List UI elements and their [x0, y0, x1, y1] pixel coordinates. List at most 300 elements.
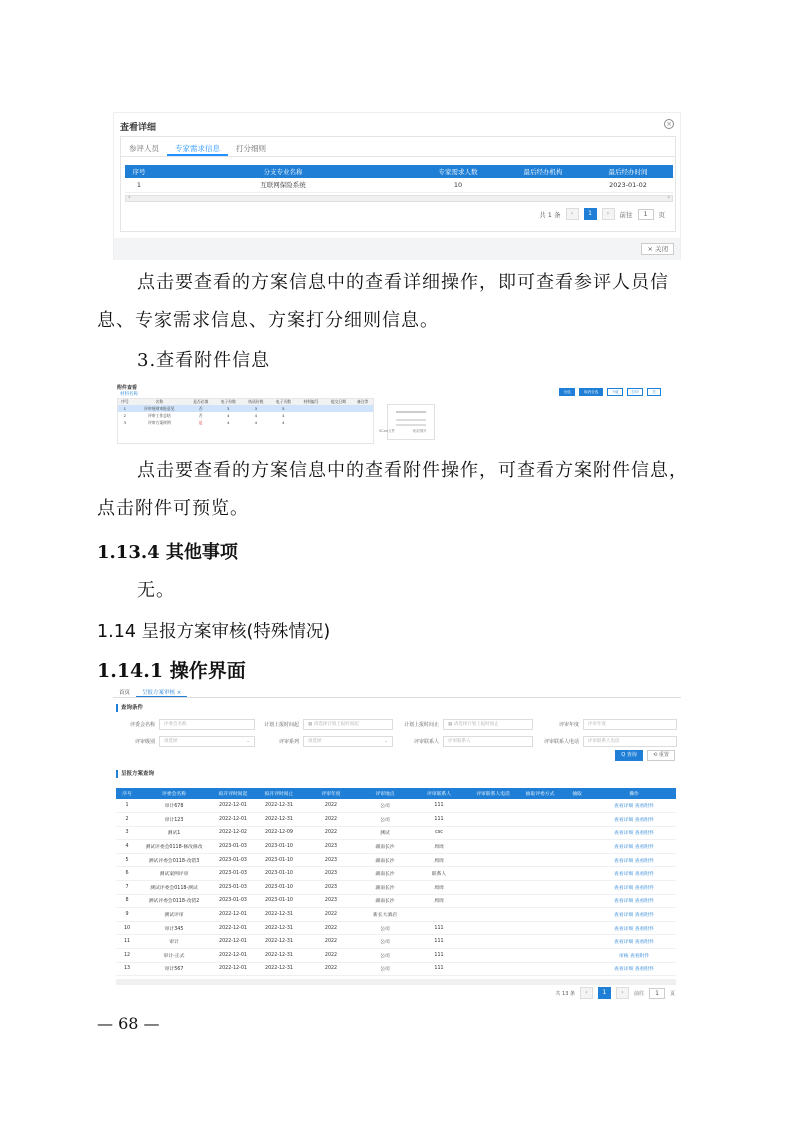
row-actions[interactable]: 查看详细 查看附件 [592, 908, 676, 922]
cell: 6 [116, 867, 138, 881]
cell: 互联网保险系统 [153, 178, 413, 192]
cell: 审计123 [138, 813, 210, 827]
cell [518, 853, 562, 867]
tab-expert-demand[interactable]: 专家需求信息 [167, 137, 228, 156]
cell: 1 [118, 405, 132, 412]
cell: 周周 [410, 853, 468, 867]
pagination [539, 208, 665, 220]
dialog-body [120, 136, 676, 232]
cell [518, 921, 562, 935]
cell [468, 908, 518, 922]
goto-label: 前往 [633, 990, 644, 997]
cell [352, 419, 373, 426]
table-row [116, 921, 676, 935]
cell: 公司 [360, 799, 410, 813]
cell [562, 921, 592, 935]
cell: 周周 [410, 881, 468, 895]
cell: 2 [116, 813, 138, 827]
cell: 1 [125, 178, 153, 192]
cell: 2022 [302, 935, 360, 949]
cell [518, 799, 562, 813]
scroll-right-icon[interactable]: › [667, 194, 670, 201]
table-row [125, 178, 673, 192]
table-row [116, 908, 676, 922]
report-time-end-input[interactable] [443, 719, 533, 730]
cell [518, 935, 562, 949]
table-row [116, 894, 676, 908]
cell: 审计345 [138, 921, 210, 935]
reset-button[interactable]: ⟲ 重置 [647, 750, 675, 761]
cell [468, 867, 518, 881]
cell: 111 [410, 962, 468, 976]
select-all-button[interactable]: 全选 [559, 388, 575, 396]
table-row[interactable] [118, 405, 373, 412]
cell: 新长大酒店 [360, 908, 410, 922]
col-header: 评审联系人电话 [468, 788, 518, 799]
col-header: 操作 [592, 788, 676, 799]
col-header: 最后经办机构 [503, 165, 583, 178]
cell: 4 [282, 413, 285, 418]
prev-page-button[interactable]: ‹ [580, 987, 593, 999]
cell: 2023-01-10 [256, 867, 302, 881]
cell: 2023-01-03 [210, 867, 256, 881]
cell [562, 962, 592, 976]
cell: 2022-12-01 [210, 962, 256, 976]
table-row [116, 881, 676, 895]
cell: 4 [227, 420, 230, 425]
row-actions[interactable]: 查看详细 查看附件 [592, 935, 676, 949]
goto-label: 前往 [619, 210, 633, 219]
cell: 2023 [302, 881, 360, 895]
cell [562, 867, 592, 881]
cell [518, 840, 562, 854]
cell: 周周 [410, 840, 468, 854]
scroll-left-icon[interactable]: ‹ [128, 194, 131, 201]
query-section-title: 查询条件 [116, 704, 143, 712]
file-label[interactable]: 相应图片 [413, 429, 427, 433]
cell: 9 [116, 908, 138, 922]
page-button[interactable]: 1 [598, 987, 611, 999]
table-row [116, 867, 676, 881]
plan-table [116, 788, 676, 976]
cell: 2 [123, 413, 127, 418]
cell: 测试评委会0118-改错3 [138, 853, 210, 867]
attachment-title: 附件查看 [117, 385, 138, 391]
total-count: 共 13 条 [555, 990, 575, 997]
cell [468, 840, 518, 854]
cell: 2023-01-10 [256, 853, 302, 867]
placeholder: 请选择计划上报时间起 [313, 722, 359, 727]
cell [518, 867, 562, 881]
row-actions[interactable]: 查看详细 查看附件 [592, 921, 676, 935]
cell: 测试 [360, 826, 410, 840]
cell: 3 [242, 405, 270, 412]
print-button[interactable]: 打印 [627, 388, 643, 396]
cell [518, 949, 562, 963]
document-preview[interactable] [387, 404, 435, 440]
filter-label: 计划上报时间起 [263, 722, 299, 728]
col-header: 拟开评时间止 [256, 788, 302, 799]
page-unit: 页 [669, 990, 675, 997]
list-section-title: 呈报方案查询 [116, 770, 154, 778]
table-row [116, 840, 676, 854]
cell [325, 412, 353, 419]
next-page-button[interactable]: › [602, 208, 615, 220]
cell [518, 826, 562, 840]
col-header: 材料编号 [297, 399, 325, 405]
cell: 2023-01-03 [210, 881, 256, 895]
cell [410, 908, 468, 922]
row-actions[interactable]: 审核 查看附件 [592, 949, 676, 963]
cell: 3 [116, 826, 138, 840]
review-year-input[interactable]: 评审年度 [583, 719, 677, 730]
chevron-down-icon: ⌄ [384, 739, 388, 744]
cell [325, 405, 353, 412]
cell: 4 [227, 413, 230, 418]
dialog-footer [114, 238, 680, 260]
row-actions[interactable]: 查看详细 查看附件 [592, 962, 676, 976]
cell: 否 [187, 405, 215, 412]
cell: 111 [410, 949, 468, 963]
cell: 7 [116, 881, 138, 895]
cell: 111 [410, 813, 468, 827]
download-button[interactable]: 下载 [607, 388, 623, 396]
cell [562, 826, 592, 840]
cell [518, 881, 562, 895]
cell [562, 799, 592, 813]
expert-demand-table [125, 165, 673, 193]
cell: 8 [116, 894, 138, 908]
cell: 公司 [360, 962, 410, 976]
cell [562, 935, 592, 949]
cell [468, 894, 518, 908]
goto-page-input[interactable]: 1 [638, 209, 654, 220]
cell: 2022 [302, 799, 360, 813]
cell: 测试评委会0118-修改修改 [138, 840, 210, 854]
cell: 2022 [302, 949, 360, 963]
cell: 4 [254, 413, 258, 418]
close-button[interactable]: 关 [647, 388, 661, 396]
col-header: 评审地点 [360, 788, 410, 799]
contact-input[interactable]: 评审联系人 [443, 736, 533, 747]
table-row [116, 826, 676, 840]
query-button[interactable]: Q 查询 [615, 750, 643, 761]
cell: 2023 [302, 853, 360, 867]
cell [352, 405, 373, 412]
cell: 2022 [302, 826, 360, 840]
contact-phone-input[interactable]: 评审联系人电话 [583, 736, 677, 747]
col-header: 备注等 [352, 399, 373, 405]
cell: 2023-01-03 [210, 853, 256, 867]
cell: 湖南长沙 [360, 867, 410, 881]
cell: 111 [410, 935, 468, 949]
cell: 审计678 [138, 799, 210, 813]
cell: csc [410, 826, 468, 840]
cell: 2022 [302, 908, 360, 922]
cell: 测试案例评审 [138, 867, 210, 881]
heading-1-14: 1.14 呈报方案审核(特殊情况) [97, 622, 331, 642]
cell: 2022-12-31 [256, 813, 302, 827]
file-label[interactable]: SCan文件 [379, 429, 396, 433]
cell [562, 840, 592, 854]
close-icon[interactable]: × [664, 119, 674, 129]
col-header: 抽取 [562, 788, 592, 799]
cell: 2023-01-10 [256, 881, 302, 895]
table-row[interactable] [118, 419, 373, 426]
cell [562, 853, 592, 867]
material-name-label: 材料名称 [120, 392, 138, 397]
paragraph-detail: 点击要查看的方案信息中的查看详细操作，即可查看参评人员信息、专家需求信息、方案打分细则信息。 [97, 272, 669, 331]
cell: 测试评委会0118-改错2 [138, 894, 210, 908]
deselect-all-button[interactable]: 取消全选 [579, 388, 603, 396]
cell: 测试1 [138, 826, 210, 840]
filter-label: 评审联系人电话 [543, 739, 579, 745]
cell [518, 894, 562, 908]
col-header: 专家需求人数 [413, 165, 503, 178]
cell [518, 962, 562, 976]
table-row [116, 853, 676, 867]
prev-page-button[interactable]: ‹ [566, 208, 579, 220]
dialog-tabs [121, 137, 675, 157]
goto-page-input[interactable]: 1 [649, 988, 665, 999]
cell [352, 412, 373, 419]
cell [468, 799, 518, 813]
cell: 审计-正式 [138, 949, 210, 963]
cell: 2022 [302, 921, 360, 935]
cell: 2023 [302, 867, 360, 881]
plan-review-screenshot [113, 684, 681, 1004]
tab-bar [113, 684, 681, 698]
dialog-title: 查看详细 [120, 123, 157, 133]
total-count: 共 1 条 [539, 210, 561, 219]
cell: 湖南长沙 [360, 894, 410, 908]
cell [297, 405, 325, 412]
attachment-table [118, 399, 373, 426]
cell: 3 [123, 420, 127, 425]
cell [297, 419, 325, 426]
placeholder: 请选择 [164, 739, 178, 744]
cell: 评审工作总结 [147, 412, 171, 418]
cell: 2023-01-03 [210, 840, 256, 854]
cell: 2023-01-02 [583, 178, 673, 192]
cell [468, 813, 518, 827]
row-actions[interactable]: 查看详细 查看附件 [592, 799, 676, 813]
cell [468, 962, 518, 976]
page-number: — 68 — [97, 1014, 160, 1033]
row-actions[interactable]: 查看详细 查看附件 [592, 826, 676, 840]
cell: 4 [282, 420, 285, 425]
cell [468, 921, 518, 935]
table-row [116, 813, 676, 827]
attachment-preview-panel [377, 384, 677, 444]
cell [503, 178, 583, 192]
report-time-start-input[interactable] [303, 719, 393, 730]
cell: 2022 [302, 813, 360, 827]
cell [468, 881, 518, 895]
col-header: 提交日期 [325, 399, 353, 405]
row-actions[interactable]: 查看详细 查看附件 [592, 813, 676, 827]
attachment-list [117, 398, 374, 444]
cell: 3 [214, 405, 242, 412]
cell [562, 813, 592, 827]
cell: 2022-12-01 [210, 813, 256, 827]
cell: 周周 [410, 894, 468, 908]
filter-label: 评审年度 [558, 722, 579, 728]
cell: 5 [116, 853, 138, 867]
cell: 2023-01-10 [256, 840, 302, 854]
col-header: 序号 [118, 399, 132, 405]
cell: 12 [116, 949, 138, 963]
row-actions[interactable]: 查看详细 查看附件 [592, 853, 676, 867]
row-actions[interactable]: 查看详细 查看附件 [592, 881, 676, 895]
cell: 111 [410, 921, 468, 935]
cell [468, 935, 518, 949]
cell: 2023-01-03 [210, 894, 256, 908]
col-header: 纸质份数 [242, 399, 270, 405]
table-row[interactable] [118, 412, 373, 419]
col-header: 序号 [116, 788, 138, 799]
cell: 2022-12-31 [256, 935, 302, 949]
cell: 是 [198, 419, 203, 425]
placeholder: 请选择 [308, 739, 322, 744]
cell [468, 826, 518, 840]
col-header: 最后经办时间 [583, 165, 673, 178]
page-button[interactable]: 1 [584, 208, 597, 220]
col-header: 评审联系人 [410, 788, 468, 799]
cell: 2022-12-31 [256, 908, 302, 922]
col-header: 电子页数 [270, 399, 298, 405]
review-series-select[interactable] [303, 736, 393, 747]
calendar-icon: ▦ [308, 722, 313, 727]
cell [562, 949, 592, 963]
cell: 2023 [302, 894, 360, 908]
cell [468, 853, 518, 867]
cell: 2022-12-31 [256, 949, 302, 963]
col-header: 名称 [132, 399, 187, 405]
cell: 2022-12-09 [256, 826, 302, 840]
table-row [116, 935, 676, 949]
filter-label: 评审联系人 [413, 739, 439, 745]
cell: 5 [270, 405, 298, 412]
cell: 公司 [360, 813, 410, 827]
cell: 2022-12-01 [210, 799, 256, 813]
pagination [555, 987, 675, 999]
table-row [116, 799, 676, 813]
filter-label: 评审级别 [134, 739, 155, 745]
cell: 测试评委会0118-测试 [138, 881, 210, 895]
cell [562, 881, 592, 895]
col-header: 序号 [125, 165, 153, 178]
cell: 联系人 [410, 867, 468, 881]
cell: 2022-12-31 [256, 799, 302, 813]
cell: 2022 [302, 962, 360, 976]
cell: 湖南长沙 [360, 840, 410, 854]
cell: 2022-12-31 [256, 921, 302, 935]
table-row [116, 962, 676, 976]
cell: 审计567 [138, 962, 210, 976]
row-actions[interactable]: 查看详细 查看附件 [592, 894, 676, 908]
cell [468, 949, 518, 963]
close-button[interactable]: × 关闭 [641, 243, 674, 255]
detail-dialog-screenshot [113, 112, 681, 260]
calendar-icon: ▦ [448, 722, 453, 727]
cell: 审计 [138, 935, 210, 949]
cell: 10 [116, 921, 138, 935]
tab-plan-review[interactable]: 呈报方案审核 × [136, 684, 187, 697]
cell: 湖南长沙 [360, 853, 410, 867]
col-header: 评审年度 [302, 788, 360, 799]
cell: 2022-12-01 [210, 921, 256, 935]
cell: 4 [116, 840, 138, 854]
cell: 否 [198, 412, 203, 418]
cell: 2022-12-01 [210, 935, 256, 949]
subheading-attachment: 3.查看附件信息 [137, 350, 271, 371]
tab-scoring-rules[interactable]: 打分细则 [236, 144, 266, 153]
heading-1-13-4: 1.13.4 其他事项 [97, 542, 238, 563]
cell: 2022-12-01 [210, 949, 256, 963]
cell: 4 [254, 420, 258, 425]
cell: 2023-01-10 [256, 894, 302, 908]
col-header: 抽取评委方式 [518, 788, 562, 799]
chevron-down-icon: ⌄ [246, 739, 250, 744]
cell [325, 419, 353, 426]
attachment-screenshot [117, 384, 677, 444]
cell: 10 [413, 178, 503, 192]
tab-participants[interactable]: 参评人员 [129, 144, 159, 153]
cell: 评审方案样例 [147, 419, 171, 425]
cell [562, 894, 592, 908]
col-header: 评委会名称 [138, 788, 210, 799]
cell: 2023 [302, 840, 360, 854]
cell: 公司 [360, 935, 410, 949]
cell: 公司 [360, 949, 410, 963]
next-page-button[interactable]: › [616, 987, 629, 999]
cell: 13 [116, 962, 138, 976]
cell: 11 [116, 935, 138, 949]
cell: 测试评审 [138, 908, 210, 922]
horizontal-scrollbar[interactable] [125, 195, 673, 202]
review-level-select[interactable] [159, 736, 255, 747]
col-header: 电子份数 [214, 399, 242, 405]
col-header: 分支专业名称 [153, 165, 413, 178]
cell: 评审规则审批意见 [132, 405, 187, 412]
col-header: 是否必填 [187, 399, 215, 405]
row-actions[interactable]: 查看详细 查看附件 [592, 840, 676, 854]
cell: 湖南长沙 [360, 881, 410, 895]
cell: 2022-12-31 [256, 962, 302, 976]
filter-label: 评委会名称 [129, 722, 155, 728]
paragraph-attachment: 点击要查看的方案信息中的查看附件操作，可查看方案附件信息，点击附件可预览。 [97, 460, 688, 519]
cell: 1 [116, 799, 138, 813]
filter-label: 计划上报时间止 [403, 722, 439, 728]
paragraph-none: 无。 [137, 580, 175, 601]
cell: 2022-12-01 [210, 908, 256, 922]
page-unit: 页 [658, 210, 665, 219]
table-row [116, 949, 676, 963]
cell [562, 908, 592, 922]
heading-1-14-1: 1.14.1 操作界面 [97, 660, 246, 682]
committee-name-input[interactable]: 评委会名称 [159, 719, 255, 730]
col-header: 拟开评时间起 [210, 788, 256, 799]
filter-label: 评审系列 [278, 739, 299, 745]
cell: 公司 [360, 921, 410, 935]
row-actions[interactable]: 查看详细 查看附件 [592, 867, 676, 881]
cell [518, 908, 562, 922]
cell: 2022-12-02 [210, 826, 256, 840]
cell [297, 412, 325, 419]
horizontal-scrollbar[interactable] [116, 979, 676, 985]
tab-home[interactable]: 首页 [119, 690, 131, 696]
